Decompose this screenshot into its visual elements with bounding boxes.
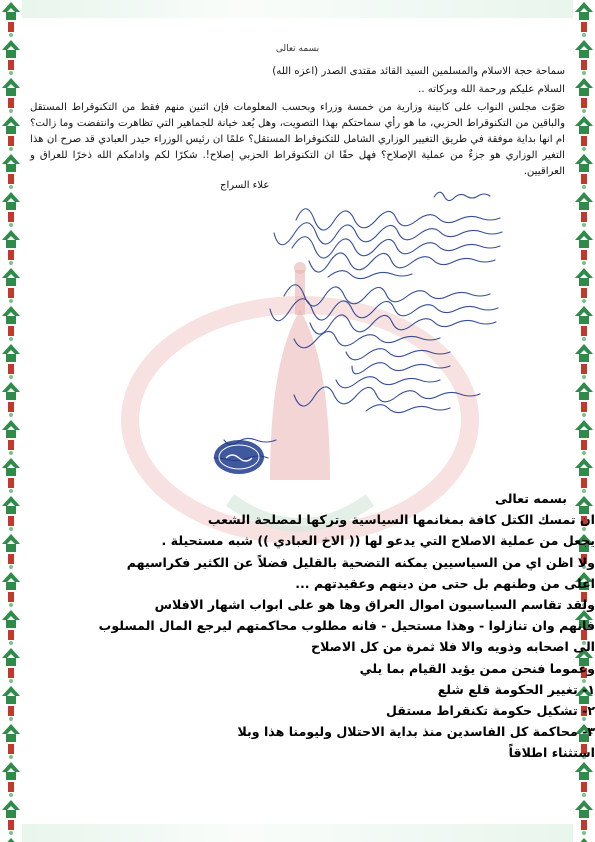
letter-basmala: بسمه تعالى	[275, 44, 320, 54]
reply-line: ان تمسك الكتل كافة بمغانمها السياسية وتركها لمصلحة الشعب	[207, 512, 595, 528]
typed-reply	[0, 488, 595, 764]
reply-line: استثناء اطلاقاً	[508, 745, 595, 761]
reply-line: ولا اظن اي من السياسيين يمكنه التضحية بالقليل فضلاً عن الكثير فكراسيهم	[126, 554, 595, 570]
reply-line: اعلى من وطنهم بل حتى من دينهم وعقيدتهم ...	[295, 575, 595, 591]
letter-salutation: السلام عليكم ورحمة الله وبركاته ..	[418, 84, 565, 95]
reply-line: ١- تغيير الحكومة قلع شلع	[437, 681, 595, 697]
top-ornament-border	[22, 0, 573, 18]
seal-stamp	[212, 438, 266, 476]
reply-line: ٢- تشكيل حكومة تكنقراط مستقل	[386, 703, 595, 719]
handwritten-reply	[150, 190, 510, 490]
reply-line: ٣- محاكمة كل الفاسدين منذ بداية الاحتلال وليومنا هذا وبلا	[237, 724, 595, 740]
reply-line: فانهم وان تنازلوا - وهذا مستحيل - فانه مطلوب محاكمتهم ليرجع المال المسلوب	[98, 618, 595, 634]
letter-addressee: سماحة حجة الاسلام والمسلمين السيد القائد مقتدى الصدر (اعزه الله)	[272, 66, 565, 77]
reply-line: ولقد تقاسم السياسيون اموال العراق وها هو على ابواب اشهار الافلاس	[154, 597, 595, 613]
letter-signature: علاء السراج	[220, 180, 270, 191]
reply-line: يجعل من عملية الاصلاح التي يدعو لها (( الاخ العبادي )) شبه مستحيلة .	[161, 533, 595, 549]
reply-line: الى اصحابه وذويه والا فلا ثمرة من كل الاصلاح	[311, 639, 595, 655]
bottom-ornament-border	[22, 824, 573, 842]
reply-line: وعموما فنحن ممن يؤيد القيام بما يلي	[359, 660, 595, 676]
letter-body: صَوّت مجلس النواب على كابينة وزارية من خمسة وزراء وبحسب المعلومات فإن اثنين منهم فقط من التكنوقراط المستقل والباقين من التكنوقراط الحزبي، ما هو رأي سماحتكم بهذا التصويت، وهل يُعد خيانة للجماهير التي تظاهرت وانتفضت وما زالت؟ ام انها بداية موفقة في طريق التغيير الوزاري الشامل للتكنوقراط المستقل؟ علمًا ان رئيس الوزراء حيدر العبادي قد صرح ان هذا التغير الوزاري هو جزءٌ من عملية الإصلاح؟ فهل حقًا ان التكنوقراط الحزبي إصلاح!. شكرًا لكم وادامكم الله ذخرًا للعراق و العراقيين.	[30, 102, 565, 177]
reply-title: بسمه تعالى	[494, 491, 567, 506]
